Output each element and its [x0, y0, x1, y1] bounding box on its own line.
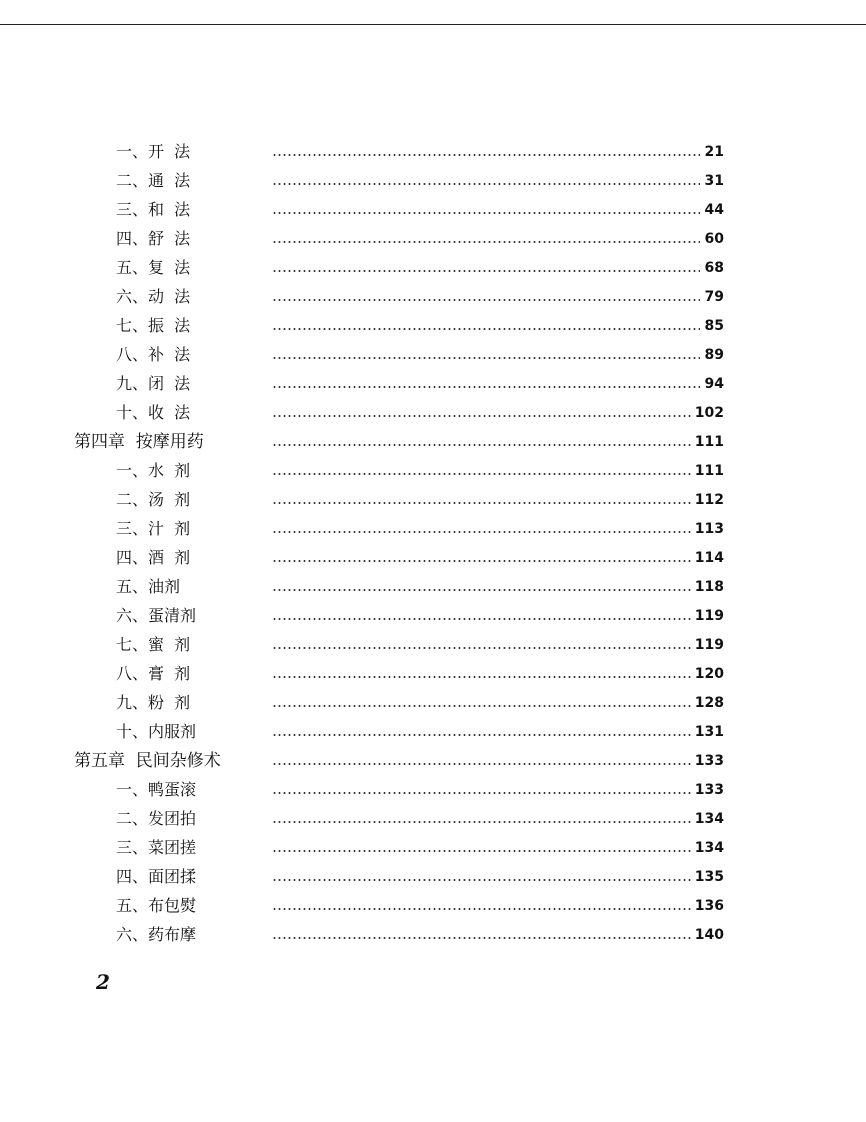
- dot-leader: [272, 937, 693, 939]
- toc-entry-page: 119: [694, 636, 724, 653]
- toc-entry-title: 第五章 民间杂修术: [74, 750, 221, 771]
- toc-entry-title: 六、动 法: [116, 286, 191, 306]
- toc-entry-page: 128: [694, 694, 724, 711]
- toc-entry-page: 136: [694, 897, 724, 914]
- toc-entry-page: 111: [694, 462, 724, 479]
- toc-section-entry: [74, 601, 724, 630]
- toc-entry-title: 三、菜团搓: [116, 837, 197, 857]
- toc-entry-page: 118: [694, 578, 724, 595]
- dot-leader: [272, 879, 693, 881]
- toc-entry-page: 68: [704, 259, 724, 276]
- toc-entry-page: 140: [694, 926, 724, 943]
- toc-entry-page: 89: [704, 346, 724, 363]
- dot-leader: [272, 154, 700, 156]
- toc-entry-page: 120: [694, 665, 724, 682]
- dot-leader: [272, 792, 693, 794]
- dot-leader: [272, 821, 693, 823]
- dot-leader: [272, 531, 693, 533]
- toc-chapter-entry: [74, 746, 724, 775]
- toc-entry-title: 二、汤 剂: [116, 489, 191, 509]
- toc-entry-title: 七、蜜 剂: [116, 634, 191, 654]
- dot-leader: [272, 560, 693, 562]
- dot-leader: [272, 734, 693, 736]
- toc-entry-page: 113: [694, 520, 724, 537]
- toc-entry-page: 114: [694, 549, 724, 566]
- toc-entry-page: 135: [694, 868, 724, 885]
- dot-leader: [272, 328, 700, 330]
- toc-section-entry: [74, 862, 724, 891]
- toc-chapter-entry: [74, 427, 724, 456]
- toc-entry-title: 二、发团拍: [116, 808, 197, 828]
- toc-entry-page: 85: [704, 317, 724, 334]
- toc-entry-title: 五、油剂: [116, 576, 181, 596]
- toc-section-entry: [74, 630, 724, 659]
- toc-entry-title: 第四章 按摩用药: [74, 431, 204, 452]
- toc-entry-title: 四、面团揉: [116, 866, 197, 886]
- toc-section-entry: [74, 717, 724, 746]
- dot-leader: [272, 299, 700, 301]
- toc-entry-title: 三、汁 剂: [116, 518, 191, 538]
- toc-entry-page: 119: [694, 607, 724, 624]
- toc-section-entry: [74, 891, 724, 920]
- top-rule: [0, 24, 866, 25]
- toc-entry-page: 60: [704, 230, 724, 247]
- toc-section-entry: [74, 166, 724, 195]
- toc-entry-title: 九、闭 法: [116, 373, 191, 393]
- toc-entry-page: 102: [694, 404, 724, 421]
- toc-section-entry: [74, 775, 724, 804]
- toc-entry-title: 十、收 法: [116, 402, 191, 422]
- toc-entry-page: 112: [694, 491, 724, 508]
- toc-entry-title: 二、通 法: [116, 170, 191, 190]
- toc-entry-page: 111: [694, 433, 724, 450]
- toc-entry-page: 31: [704, 172, 724, 189]
- dot-leader: [272, 415, 693, 417]
- toc-entry-title: 六、药布摩: [116, 924, 197, 944]
- dot-leader: [272, 270, 700, 272]
- toc-entry-page: 131: [694, 723, 724, 740]
- toc-entry-title: 一、鸭蛋滚: [116, 779, 197, 799]
- toc-entry-title: 五、布包熨: [116, 895, 197, 915]
- toc-entry-title: 九、粉 剂: [116, 692, 191, 712]
- page-number: 2: [96, 970, 110, 994]
- toc-section-entry: [74, 920, 724, 949]
- dot-leader: [272, 705, 693, 707]
- toc-section-entry: [74, 572, 724, 601]
- dot-leader: [272, 850, 693, 852]
- toc-section-entry: [74, 195, 724, 224]
- toc-section-entry: [74, 253, 724, 282]
- toc-section-entry: [74, 224, 724, 253]
- toc-entry-title: 五、复 法: [116, 257, 191, 277]
- toc-section-entry: [74, 688, 724, 717]
- toc-entry-title: 八、膏 剂: [116, 663, 191, 683]
- toc-section-entry: [74, 398, 724, 427]
- toc-section-entry: [74, 514, 724, 543]
- toc-section-entry: [74, 543, 724, 572]
- toc-entry-title: 七、振 法: [116, 315, 191, 335]
- toc-entry-title: 四、酒 剂: [116, 547, 191, 567]
- toc-entry-title: 八、补 法: [116, 344, 191, 364]
- dot-leader: [272, 502, 693, 504]
- toc-entry-page: 21: [704, 143, 724, 160]
- dot-leader: [272, 676, 693, 678]
- table-of-contents: [74, 137, 724, 949]
- dot-leader: [272, 444, 693, 446]
- toc-entry-title: 一、水 剂: [116, 460, 191, 480]
- dot-leader: [272, 357, 700, 359]
- toc-section-entry: [74, 833, 724, 862]
- dot-leader: [272, 241, 700, 243]
- toc-entry-title: 一、开 法: [116, 141, 191, 161]
- dot-leader: [272, 386, 700, 388]
- toc-section-entry: [74, 804, 724, 833]
- toc-entry-page: 133: [694, 752, 724, 769]
- dot-leader: [272, 183, 700, 185]
- dot-leader: [272, 589, 693, 591]
- dot-leader: [272, 473, 693, 475]
- toc-section-entry: [74, 282, 724, 311]
- dot-leader: [272, 908, 693, 910]
- toc-entry-title: 六、蛋清剂: [116, 605, 197, 625]
- toc-section-entry: [74, 456, 724, 485]
- toc-section-entry: [74, 311, 724, 340]
- toc-entry-page: 134: [694, 810, 724, 827]
- toc-entry-page: 133: [694, 781, 724, 798]
- toc-entry-page: 94: [704, 375, 724, 392]
- toc-entry-title: 四、舒 法: [116, 228, 191, 248]
- toc-entry-title: 十、内服剂: [116, 721, 197, 741]
- dot-leader: [272, 763, 693, 765]
- dot-leader: [272, 647, 693, 649]
- toc-entry-page: 79: [704, 288, 724, 305]
- toc-entry-title: 三、和 法: [116, 199, 191, 219]
- toc-entry-page: 44: [704, 201, 724, 218]
- toc-section-entry: [74, 659, 724, 688]
- toc-section-entry: [74, 369, 724, 398]
- toc-section-entry: [74, 485, 724, 514]
- toc-section-entry: [74, 340, 724, 369]
- toc-entry-page: 134: [694, 839, 724, 856]
- toc-section-entry: [74, 137, 724, 166]
- dot-leader: [272, 212, 700, 214]
- dot-leader: [272, 618, 693, 620]
